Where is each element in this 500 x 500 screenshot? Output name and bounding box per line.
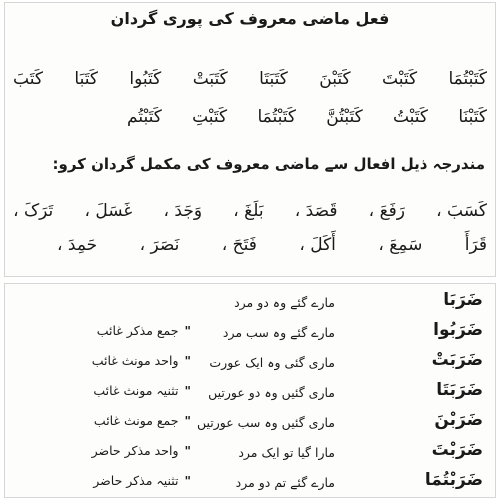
- verb-description: [41, 413, 191, 428]
- verb-item: أَکَلَ ،: [299, 235, 336, 255]
- exercise-instruction: مندرجہ ذیل افعال سے ماضی معروف کی مکمل گردان کرو:: [52, 155, 485, 173]
- verb-meaning: ماری گئیں وہ دو عورتیں: [208, 385, 335, 400]
- table-row: [5, 316, 495, 346]
- verb-meaning: ماری گئی وہ ایک عورت: [209, 355, 335, 370]
- verb-description: [41, 353, 191, 368]
- verb-meaning: ماری گئیں وہ سب عورتیں: [196, 415, 335, 430]
- verb-form: ضَرَبُوا: [433, 320, 483, 340]
- conjugation-word: کَتَبْنَ: [319, 69, 351, 89]
- top-page: [4, 2, 496, 277]
- verb-item: سَمِعَ ،: [378, 235, 423, 255]
- verb-form: ضَرَبَتَا: [436, 380, 483, 400]
- ditto-mark: ": [184, 323, 191, 338]
- verb-description: [41, 383, 191, 398]
- description-text: تثنیہ مذکر حاضر: [93, 473, 179, 488]
- description-text: جمع مونث غائب: [93, 413, 179, 428]
- table-row: [5, 376, 495, 406]
- verb-meaning: مارا گیا تو ایک مرد: [238, 445, 335, 460]
- ditto-mark: ": [184, 443, 191, 458]
- verb-item: نَصَرَ ،: [139, 235, 180, 255]
- conjugation-word: کَتَبْتُنَّ: [326, 107, 363, 127]
- conjugation-word: کَتَبَتْ: [192, 69, 228, 89]
- conjugation-word: کَتَبُوا: [129, 69, 162, 89]
- conjugation-word: کَتَبَتَا: [259, 69, 288, 89]
- verb-description: [41, 293, 191, 308]
- table-row: [5, 466, 495, 496]
- description-text: تثنیہ مونث غائب: [93, 383, 179, 398]
- verb-description: [41, 323, 191, 338]
- conjugation-word: کَتَبَ: [13, 69, 43, 89]
- conjugation-word: کَتَبْتُمَا: [448, 69, 487, 89]
- verb-item: حَمِدَ ،: [57, 235, 98, 255]
- description-text: جمع مذکر غائب: [96, 323, 179, 338]
- conjugation-word: کَتَبْتُمَا: [257, 107, 296, 127]
- conjugation-word: کَتَبْتِ: [192, 107, 228, 127]
- description-text: واحد مذکر حاضر: [91, 443, 179, 458]
- table-row: [5, 406, 495, 436]
- verb-item: قَرَأَ: [464, 235, 487, 255]
- verbs-line-2: [57, 235, 487, 255]
- ditto-mark: ": [184, 383, 191, 398]
- verb-item: کَسَبَ ،: [436, 201, 487, 221]
- verb-description: [41, 443, 191, 458]
- description-text: واحد مونث غائب: [91, 353, 179, 368]
- conjugation-word: کَتَبَا: [74, 69, 98, 89]
- table-row: [5, 436, 495, 466]
- conjugation-table: [5, 284, 495, 497]
- page-title: فعل ماضی معروف کی پوری گردان: [110, 9, 390, 28]
- ditto-mark: ": [184, 413, 191, 428]
- table-row: [5, 346, 495, 376]
- bottom-page: [4, 283, 496, 498]
- verb-item: تَرَکَ ،: [13, 201, 54, 221]
- verb-description: [41, 473, 191, 488]
- verb-item: بَلَغَ ،: [233, 201, 264, 221]
- conjugation-line-1: [13, 69, 487, 89]
- verb-meaning: مارے گئے وہ دو مرد: [234, 295, 335, 310]
- verb-item: فَتَحَ ،: [221, 235, 257, 255]
- conjugation-word: کَتَبْتُ: [392, 107, 429, 127]
- conjugation-line-2: [127, 107, 487, 127]
- conjugation-word: کَتَبْتُم: [127, 107, 162, 127]
- verb-item: رَفَعَ ،: [368, 201, 405, 221]
- verb-form: ضَرَبْتَ: [431, 440, 483, 460]
- conjugation-word: کَتَبْتَ: [382, 69, 418, 89]
- ditto-mark: ": [184, 353, 191, 368]
- verb-form: ضَرَبْتُمَا: [424, 470, 483, 490]
- verb-meaning: مارے گئے تم دو مرد: [235, 475, 335, 490]
- conjugation-word: کَتَبْنَا: [458, 107, 487, 127]
- verb-item: وَجَدَ ،: [163, 201, 203, 221]
- verb-meaning: مارے گئے وہ سب مرد: [222, 325, 335, 340]
- verb-form: ضَرَبَا: [443, 290, 483, 310]
- verb-form: ضَرَبْنَ: [434, 410, 483, 430]
- verb-form: ضَرَبَتْ: [431, 350, 483, 370]
- ditto-mark: ": [184, 473, 191, 488]
- table-row: [5, 286, 495, 316]
- verbs-line-1: [13, 201, 487, 221]
- verb-item: قَصَدَ ،: [294, 201, 338, 221]
- verb-item: غَسَلَ ،: [84, 201, 133, 221]
